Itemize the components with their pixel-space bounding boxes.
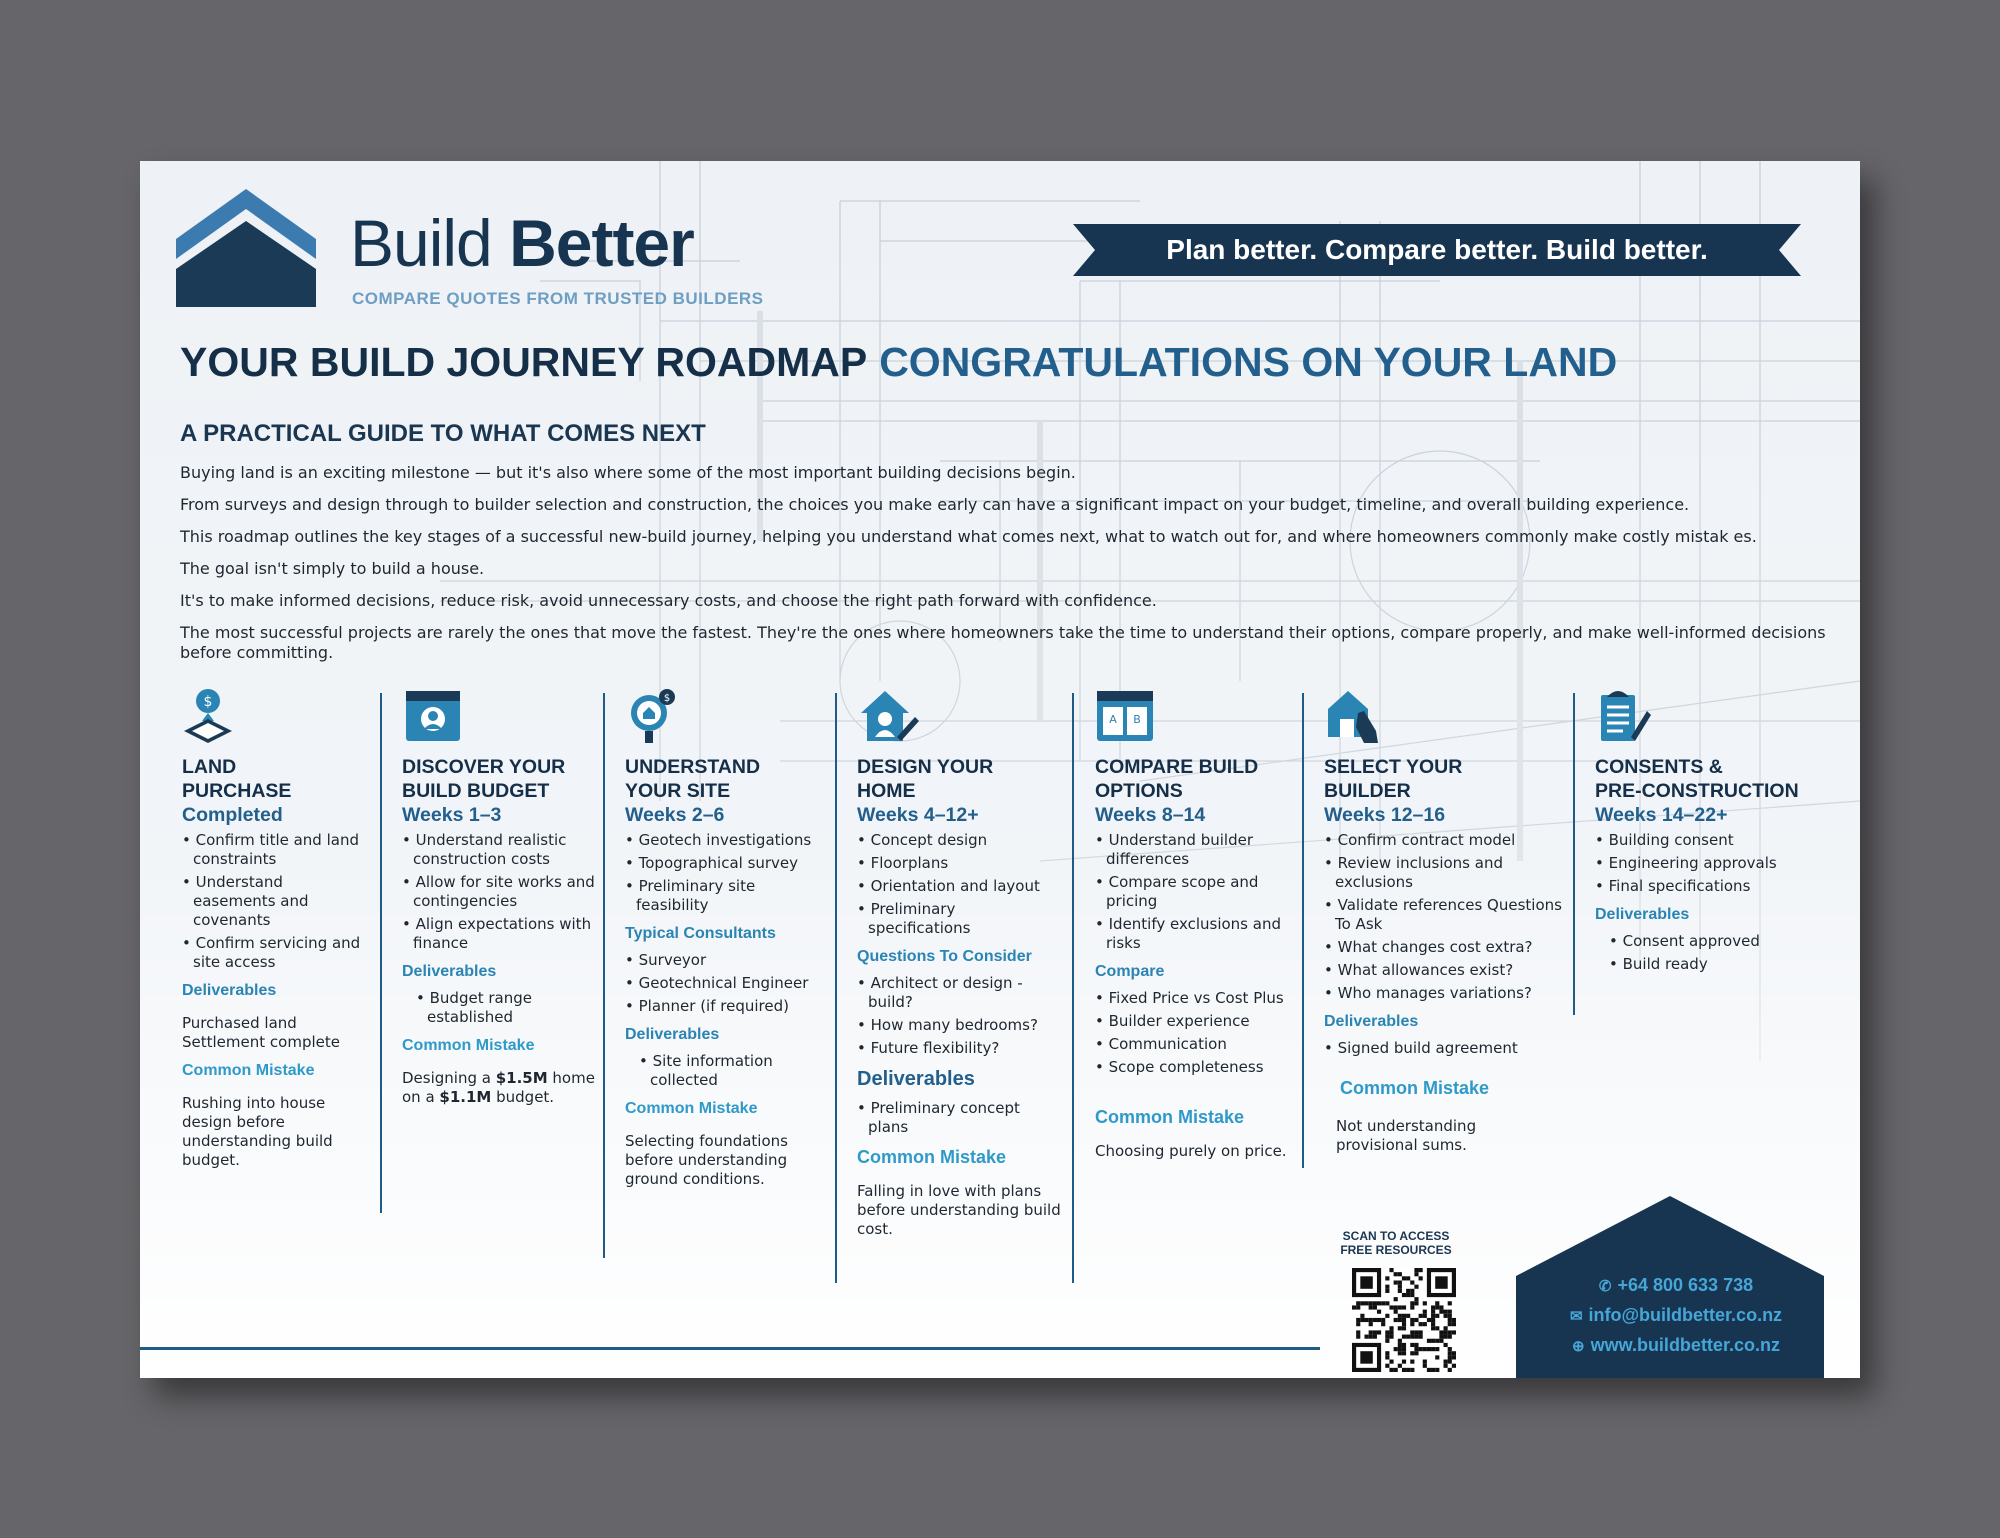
list-item: • Preliminary site feasibility [625,877,825,915]
questions-heading: Questions To Consider [857,948,1032,965]
list-item: • Signed build agreement [1324,1039,1564,1058]
svg-text:$: $ [663,693,671,704]
intro-paragraph: From surveys and design through to builder selection and construction, the choices you make early can have a significant impact on your budget, timeline, and overall building experience. [180,495,1690,514]
stage-select-builder [1324,687,1564,1155]
common-mistake-text: Falling in love with plans before understanding build cost. [857,1182,1061,1238]
list-item: • Orientation and layout [857,877,1062,896]
column-divider [1302,693,1304,1168]
column-divider [835,693,837,1283]
stage-task-list [1595,831,1835,896]
list-item: • Future flexibility? [857,1039,1062,1058]
deliverables-list [1324,1039,1564,1058]
stage-task-list [182,831,370,972]
select-builder-icon [1324,687,1386,745]
stage-land-purchase [182,687,370,1170]
page-subtitle: A PRACTICAL GUIDE TO WHAT COMES NEXT [180,420,706,447]
questions-list [857,974,1062,1058]
common-mistake-text: Choosing purely on price. [1095,1142,1287,1160]
phone-link[interactable]: ✆ +64 800 633 738 [1598,1275,1754,1295]
stage-timing: Weeks 2–6 [625,804,725,826]
land-location-icon [182,687,244,745]
svg-text:$: $ [203,694,213,710]
column-divider [1573,693,1575,1015]
list-item: • Final specifications [1595,877,1835,896]
list-item: • How many bedrooms? [857,1016,1062,1035]
list-item: • Concept design [857,831,1062,850]
consultants-heading: Typical Consultants [625,925,776,942]
site-search-icon [625,687,687,745]
list-item: • Understand builder differences [1095,831,1295,869]
list-item: • Building consent [1595,831,1835,850]
stage-title: COMPARE BUILD OPTIONS [1095,756,1259,802]
stage-design-home [857,687,1062,1239]
deliverables-list [402,989,597,1027]
common-mistake-heading: Common Mistake [402,1037,535,1054]
deliverables-heading: Deliverables [857,1068,975,1090]
stage-timing: Weeks 14–22+ [1595,804,1728,826]
list-item: • Identify exclusions and risks [1095,915,1295,953]
common-mistake-text: Selecting foundations before understanding ground conditions. [625,1132,788,1188]
list-item: • Allow for site works and contingencies [402,873,597,911]
list-item: • Align expectations with finance [402,915,597,953]
common-mistake-heading: Common Mistake [1095,1107,1245,1127]
common-mistake-heading: Common Mistake [625,1100,758,1117]
intro-paragraph: It's to make informed decisions, reduce risk, avoid unnecessary costs, and choose the right path forward with confidence. [180,591,1157,610]
common-mistake-heading: Common Mistake [1340,1078,1490,1098]
deliverables-heading: Deliverables [182,982,277,999]
contact-details [1546,1271,1806,1361]
stage-task-list [857,831,1062,938]
deliverables-heading: Deliverables [625,1026,720,1043]
common-mistake-text: Designing a $1.5M home on a $1.1M budget. [402,1069,595,1106]
house-roof-logo-icon [176,189,316,309]
stage-timing: Weeks 8–14 [1095,804,1206,826]
list-item: • Compare scope and pricing [1095,873,1295,911]
home-design-icon [857,687,919,745]
list-item: • Geotechnical Engineer [625,974,825,993]
bottom-rule [140,1347,1320,1350]
deliverables-list [857,1099,1062,1137]
stage-title: LAND PURCHASE [182,756,292,802]
stage-timing: Weeks 1–3 [402,804,502,826]
list-item: • Topographical survey [625,854,825,873]
deliverables-heading: Deliverables [1324,1013,1419,1030]
email-link[interactable]: ✉ info@buildbetter.co.nz [1569,1305,1783,1325]
list-item: • Architect or design -build? [857,974,1062,1012]
email-icon: ✉ [1569,1308,1583,1325]
list-item: • Confirm title and land constraints [182,831,370,869]
list-item: • What changes cost extra? [1324,938,1564,957]
stage-task-list [1324,831,1564,1003]
list-item: • Communication [1095,1035,1295,1054]
intro-paragraph: This roadmap outlines the key stages of a successful new-build journey, helping you understand what comes next, what to watch out for, and where homeowners commonly make costly mistak es. [180,527,1757,546]
stage-title: DISCOVER YOUR BUILD BUDGET [402,756,566,802]
list-item: • Understand easements and covenants [182,873,370,930]
stage-title: UNDERSTAND YOUR SITE [625,756,761,802]
stage-title: CONSENTS & PRE-CONSTRUCTION [1595,756,1799,802]
stage-task-list [402,831,597,953]
deliverables-list [1595,932,1835,974]
stage-timing: Weeks 4–12+ [857,804,979,826]
list-item: • Planner (if required) [625,997,825,1016]
slogan-text: Plan better. Compare better. Build better. [1166,234,1708,265]
website-link[interactable]: ⊕ www.buildbetter.co.nz [1572,1335,1780,1355]
intro-text [180,463,1830,675]
column-divider [603,693,605,1258]
list-item: • Build ready [1609,955,1835,974]
stage-title: SELECT YOUR BUILDER [1324,756,1463,802]
list-item: • Floorplans [857,854,1062,873]
globe-icon: ⊕ [1572,1338,1585,1355]
brand-name: Build Better [350,206,694,280]
roadmap-sheet [140,161,1860,1378]
stage-title: DESIGN YOUR HOME [857,756,994,802]
qr-caption: SCAN TO ACCESS FREE RESOURCES [1340,1229,1452,1257]
list-item: • Confirm servicing and site access [182,934,370,972]
list-item: • Fixed Price vs Cost Plus [1095,989,1295,1008]
brand-tagline: COMPARE QUOTES FROM TRUSTED BUILDERS [352,289,764,308]
list-item: • Validate references Questions To Ask [1324,896,1564,934]
consultants-list [625,951,825,1016]
page-title: YOUR BUILD JOURNEY ROADMAP CONGRATULATIONS ON YOUR LAND [180,339,1618,385]
stage-build-budget [402,687,597,1107]
list-item: • Preliminary concept plans [857,1099,1062,1137]
list-item: • What allowances exist? [1324,961,1564,980]
column-divider [380,693,382,1213]
list-item: • Builder experience [1095,1012,1295,1031]
svg-text:B: B [1133,713,1141,726]
list-item: • Consent approved [1609,932,1835,951]
list-item: • Review inclusions and exclusions [1324,854,1564,892]
list-item: • Understand realistic construction costs [402,831,597,869]
common-mistake-heading: Common Mistake [857,1147,1007,1167]
list-item: • Budget range established [416,989,597,1027]
list-item: • Site information collected [639,1052,825,1090]
compare-list [1095,989,1295,1077]
list-item: • Preliminary specifications [857,900,1062,938]
common-mistake-heading: Common Mistake [182,1062,315,1079]
deliverables-list [625,1052,825,1090]
intro-paragraph: Buying land is an exciting milestone — but it's also where some of the most important building decisions begin. [180,463,1076,482]
stage-compare-options [1095,687,1295,1161]
intro-paragraph: The most successful projects are rarely the ones that move the fastest. They're the ones where homeowners take the time to understand their options, compare properly, and make well-informed decisions before committing. [180,623,1826,662]
list-item: • Confirm contract model [1324,831,1564,850]
stage-task-list [625,831,825,915]
compare-heading: Compare [1095,963,1165,980]
phone-icon: ✆ [1598,1278,1612,1295]
stage-consents [1595,687,1835,978]
intro-paragraph: The goal isn't simply to build a house. [180,559,485,578]
stage-understand-site [625,687,825,1189]
deliverables-heading: Deliverables [402,963,497,980]
list-item: • Geotech investigations [625,831,825,850]
stage-timing: Completed [182,804,283,826]
list-item: • Engineering approvals [1595,854,1835,873]
stage-task-list [1095,831,1295,953]
consent-document-icon [1595,687,1657,745]
budget-screen-icon [402,687,464,745]
qr-code[interactable] [1352,1268,1456,1372]
compare-plans-icon [1095,687,1157,745]
list-item: • Surveyor [625,951,825,970]
deliverables-text: Purchased land Settlement complete [182,1014,340,1051]
svg-text:A: A [1109,713,1117,726]
stage-timing: Weeks 12–16 [1324,804,1446,826]
deliverables-heading: Deliverables [1595,906,1690,923]
column-divider [1072,693,1074,1283]
common-mistake-text: Not understanding provisional sums. [1336,1117,1477,1154]
list-item: • Who manages variations? [1324,984,1564,1003]
list-item: • Scope completeness [1095,1058,1295,1077]
common-mistake-text: Rushing into house design before understanding build budget. [182,1094,333,1169]
